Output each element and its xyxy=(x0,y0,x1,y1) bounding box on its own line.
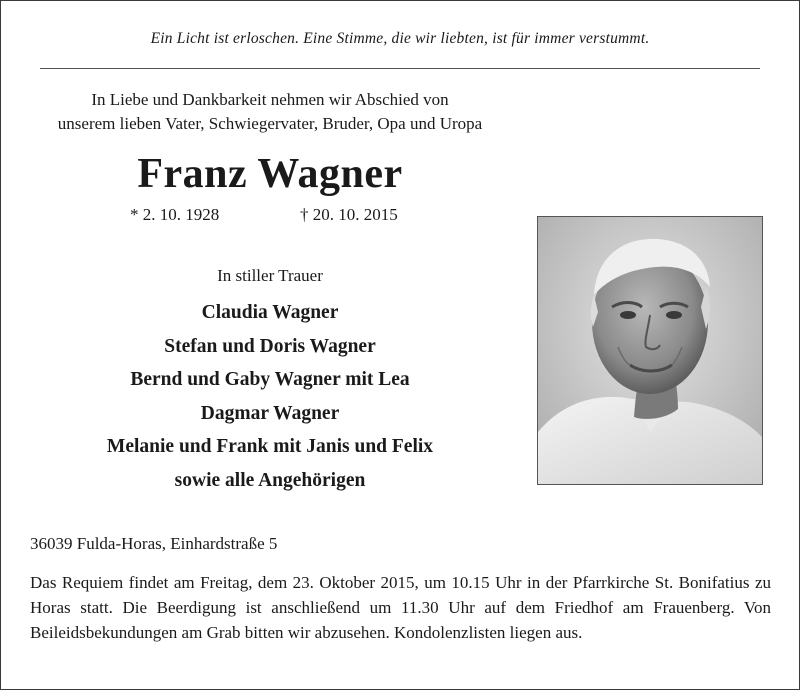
mourner-name: Stefan und Doris Wagner xyxy=(164,335,376,357)
motto-line: Ein Licht ist erloschen. Eine Stimme, die wir liebten, ist für immer verstummt. xyxy=(150,30,650,47)
mourner-name: Melanie und Frank mit Janis und Felix xyxy=(106,436,434,457)
intro-line-1: In Liebe und Dankbarkeit nehmen wir Abschied von xyxy=(91,90,449,109)
mourning-heading: In stiller Trauer xyxy=(217,266,323,285)
mourner-name: Dagmar Wagner xyxy=(200,402,340,424)
funeral-notice: Das Requiem findet am Freitag, dem 23. Oktober 2015, um 10.15 Uhr in der Pfarrkirche St. Bonifatius zu Horas statt. Die Beerdigung ist anschließend um 11.30 Uhr auf dem Friedhof am Frauenberg. Von Beileidsbekundungen am Grab bitten wir abzusehen. Kondolenzlisten liegen aus. xyxy=(30,573,771,642)
mourner-name: Bernd und Gaby Wagner mit Lea xyxy=(130,369,410,390)
birth-date: * 2. 10. 1928 xyxy=(130,205,220,224)
deceased-name: Franz Wagner xyxy=(137,151,403,197)
intro-line-2: unserem lieben Vater, Schwiegervater, Bruder, Opa und Uropa xyxy=(57,114,483,133)
death-date: † 20. 10. 2015 xyxy=(300,205,398,224)
address: 36039 Fulda-Horas, Einhardstraße 5 xyxy=(30,534,278,553)
portrait-photo xyxy=(537,216,763,485)
divider xyxy=(40,68,760,69)
mourners-list xyxy=(20,296,520,497)
intro-text xyxy=(20,88,520,136)
mourner-name: sowie alle Angehörigen xyxy=(174,469,366,491)
mourner-name: Claudia Wagner xyxy=(201,302,339,323)
portrait-illustration xyxy=(538,217,762,484)
